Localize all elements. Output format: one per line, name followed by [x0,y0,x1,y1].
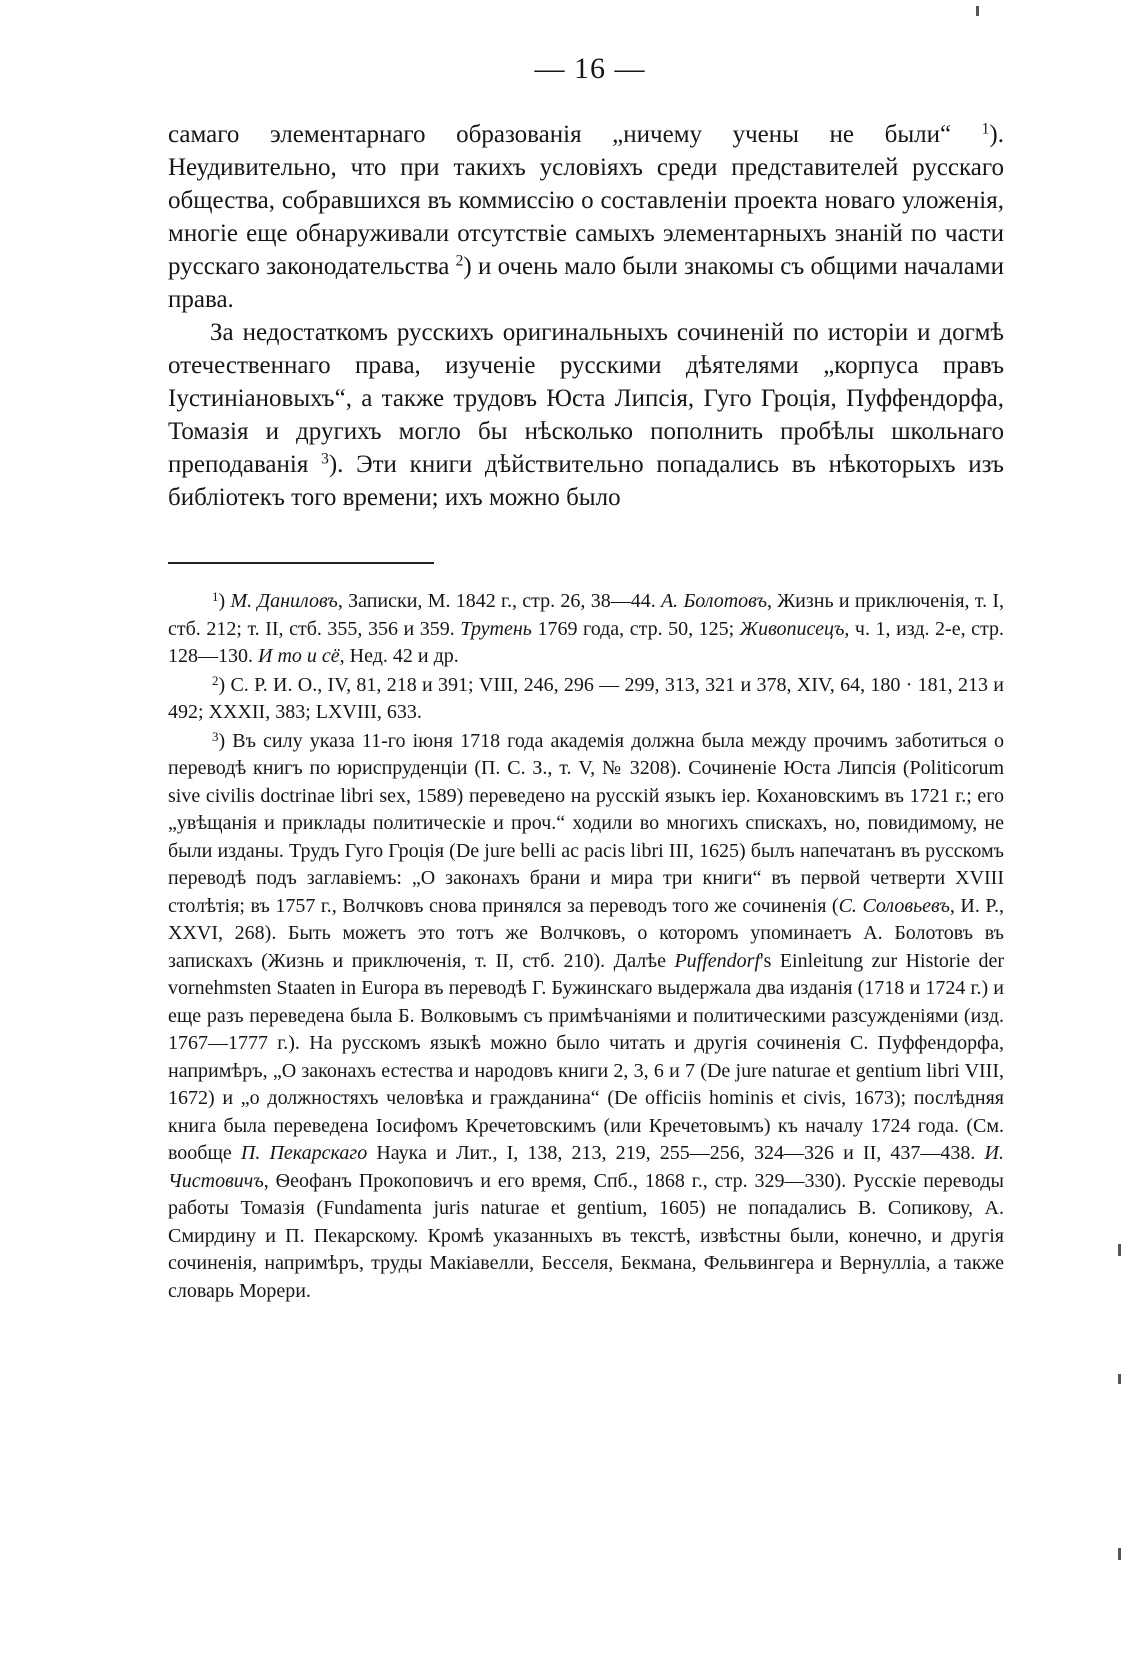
text-run: , Ѳеофанъ Прокоповичъ и его время, Спб., 1868 г., стр. 329—330). Русскіе переводы работы Томазія (Fundamenta juris naturae et gentium, 1605) не попадались В. Сопикову, А. Смирдину и П. Пекарскому. Кромѣ указанныхъ въ текстѣ, извѣстны были, конечно, и другія сочиненія, напримѣръ, труды Макіавелли, Бесселя, Бекмана, Фельвингера и Вернулліа, а также словарь Морери. [168,1169,1004,1302]
text-run: , Жизнь и приключенія, т. I, стб. 212; т. II, стб. 355, 356 и 359. [168,590,1005,640]
author-name: И. Чистовичъ [168,1142,1004,1192]
author-name: М. Даниловъ [230,590,338,612]
text-run: ) Въ силу указа 11-го іюня 1718 года академія должна была между прочимъ заботиться о переводѣ книгъ по юриспруденціи (П. С. З., т. V, № 3208). Сочиненіе Юста Липсія (Politicorum sive civilis doctrinae libri sex, 1589) переведено на русскій языкъ іер. Кохановскимъ въ 1721 г.; его „увѣщанія и приклады политическіе и проч.“ ходили во многихъ спискахъ, но, повидимому, не были изданы. Трудъ Гуго Гроція (De jure belli ac pacis libri III, 1625) былъ напечатанъ въ русскомъ переводѣ подъ заглавіемъ: „О законахъ брани и мира три книги“ въ первой четверти XVIII столѣтія; въ 1757 г., Волчковъ снова принялся за переводъ того же сочиненія ( [168,729,1004,917]
author-name: А. Болотовъ [660,590,767,612]
journal-title: И то и сё [258,645,340,667]
footnotes [168,588,1004,1306]
footnote-mark: 1 [212,589,219,604]
footnote-separator [168,562,434,564]
text-run: ) [218,590,231,612]
footnote-2 [168,672,1004,727]
journal-title: Трутень [460,617,532,640]
text-run: самаго элементарнаго образованія „ничему учены не были“ [168,121,982,148]
footnote-1 [168,588,1004,671]
text-run: , Записки, М. 1842 г., стр. 26, 38—44. [337,590,661,612]
page-number: — 16 — [534,52,646,85]
scan-mark [976,6,979,16]
text-run: ). Неудивительно, что при такихъ условіяхъ среди представителей русскаго общества, собравшихся въ коммиссію о составленіи проекта новаго уложенія, многіе еще обнаруживали отсутствіе самыхъ элементарныхъ знаній по части русскаго законодательства [168,121,1004,280]
footnote-ref: 3 [321,450,329,468]
author-name: С. Соловьевъ [838,894,950,917]
footnote-3 [168,728,1004,1306]
text-run: , ч. 1, изд. 2-е, стр. 128—130. [168,617,1004,667]
scan-mark [1118,1374,1121,1384]
text-run: За недостаткомъ русскихъ оригинальныхъ сочиненій по исторіи и догмѣ отечественнаго права, изученіе русскими дѣятелями „корпуса правъ Іустиніановыхъ“, а также трудовъ Юста Липсія, Гуго Гроція, Пуффендорфа, Томазія и другихъ могло бы нѣсколько пополнить пробѣлы школьнаго преподаванія [168,319,1004,478]
text-run: , И. Р., XXVI, 268). Быть можетъ это тотъ же Волчковъ, о которомъ упоминаетъ А. Болотовъ въ запискахъ (Жизнь и приключенія, т. II, стб. 210). Далѣе [168,894,1004,972]
footnote-ref: 2 [455,252,464,270]
text-run: 1769 года, стр. 50, 125; [531,617,740,640]
journal-title: Живописецъ [739,617,845,640]
footnote-mark: 3 [212,728,219,744]
text-run: ) С. Р. И. О., IV, 81, 218 и 391; VIII, 246, 296 — 299, 313, 321 и 378, XIV, 64, 180 · 181, 213 и 492; XXXII, 383; LXVIII, 633. [168,673,1004,723]
text-run: , Нед. 42 и др. [339,645,459,667]
footnote-mark: 2 [212,672,219,688]
author-name: П. Пекарскаго [240,1142,368,1164]
text-run: Наука и Лит., I, 138, 213, 219, 255—256, 324—326 и II, 437—438. [367,1142,985,1164]
author-name: Puffendorf [674,949,761,972]
paragraph [168,316,1004,514]
text-run: ). Эти книги дѣйствительно попадались въ нѣкоторыхъ изъ библіотекъ того времени; ихъ можно было [168,451,1004,511]
text-run: 's Einleitung zur Historie der vornehmsten Staaten in Europa въ переводѣ Г. Бужинскаго выдержала два изданія (1718 и 1724 г.) и еще разъ переведена была Б. Волковымъ съ примѣчаніями и политическими разсужденіями (изд. 1767—1777 г.). На русскомъ языкѣ можно было читать и другія сочиненія С. Пуффендорфа, напримѣръ, „О законахъ естества и народовъ книги 2, 3, 6 и 7 (De jure naturae et gentium libri VIII, 1672) и „о должностяхъ человѣка и гражданина“ (De officiis hominis et civis, 1673); послѣдняя книга была переведена Іосифомъ Кречетовскимъ (или Кречетовымъ) къ началу 1724 года. (См. вообще [168,949,1004,1164]
scan-mark [1118,1548,1121,1560]
footnote-ref: 1 [981,120,990,138]
text-run: ) и очень мало были знакомы съ общими началами права. [168,253,1004,313]
paragraph [168,118,1004,316]
main-text [168,118,1004,514]
scan-mark [1118,1244,1121,1256]
